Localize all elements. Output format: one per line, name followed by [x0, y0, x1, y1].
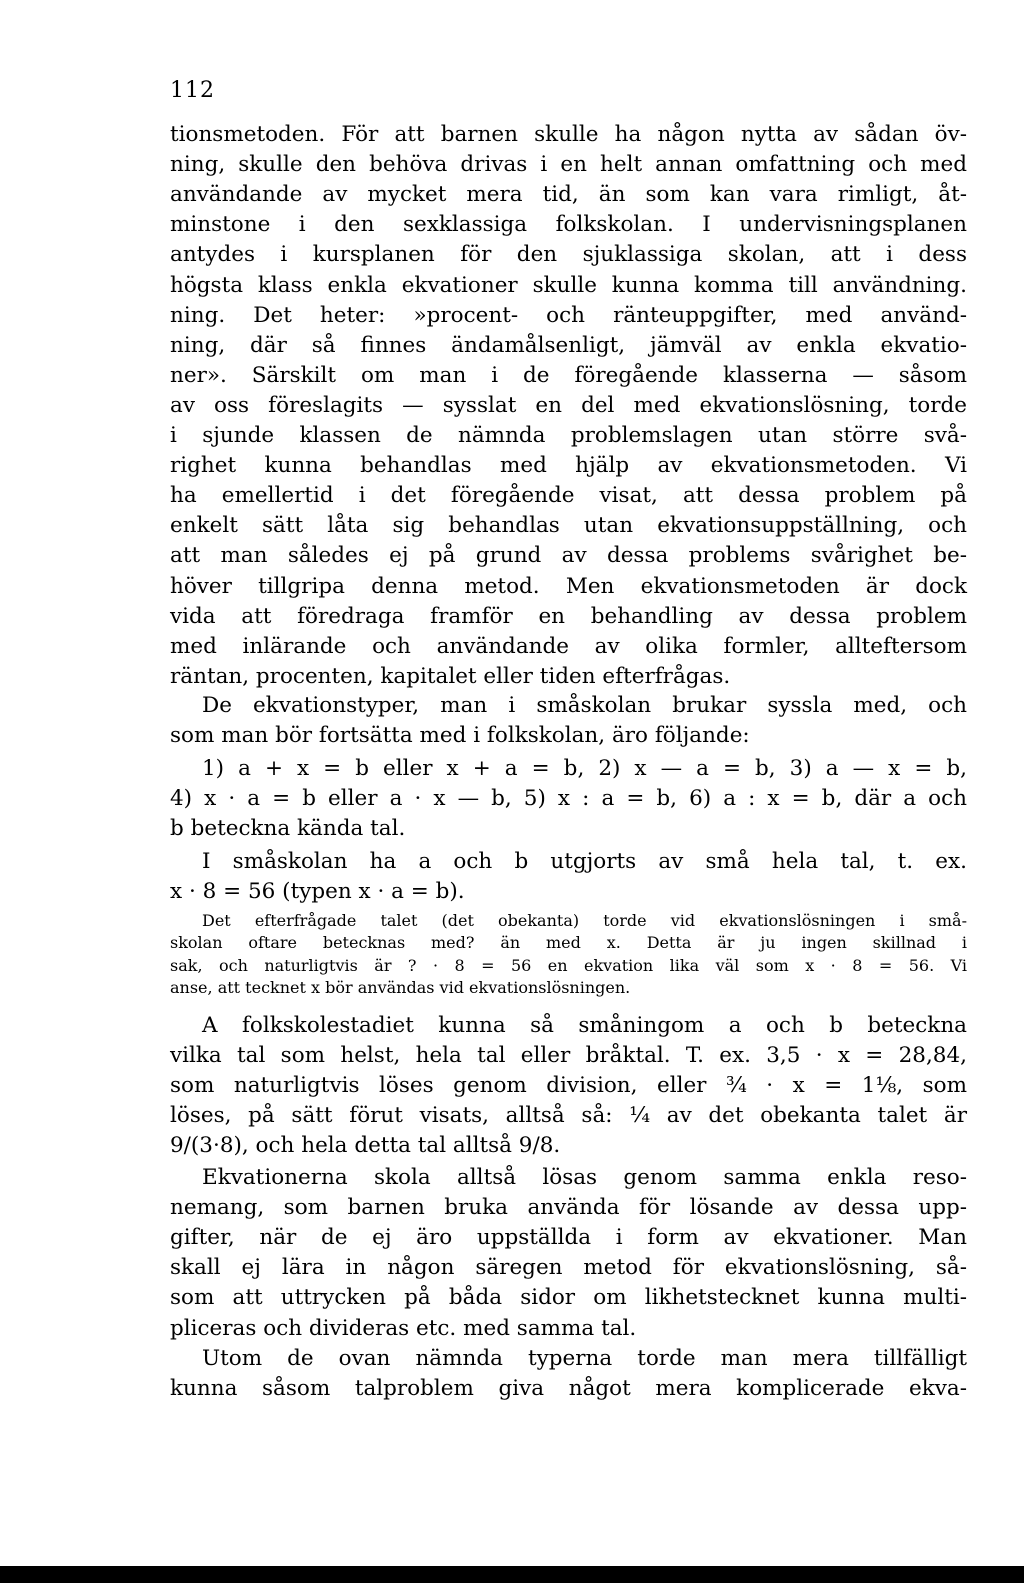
- text-line: i sjunde klassen de nämnda problemslagen utan större svå-: [170, 423, 967, 448]
- footnote-line: sak, och naturligtvis är ? · 8 = 56 en ekvation lika väl som x · 8 = 56. Vi: [170, 955, 967, 975]
- text-line: skall ej lära in någon säregen metod för ekvationslösning, så-: [170, 1255, 967, 1281]
- text-line: antydes i kursplanen för den sjuklassiga skolan, att i dess: [170, 242, 967, 268]
- text-line: x · 8 = 56 (typen x · a = b).: [170, 879, 465, 905]
- text-line: 4) x · a = b eller a · x — b, 5) x : a = b, 6) a : x = b, där a och: [170, 786, 967, 812]
- text-line: nemang, som barnen bruka använda för lösande av dessa upp-: [170, 1195, 967, 1221]
- text-line: ning, skulle den behöva drivas i en helt annan omfattning och med: [170, 152, 967, 178]
- text-line: som man bör fortsätta med i folkskolan, äro följande:: [170, 723, 750, 749]
- text-line: righet kunna behandlas med hjälp av ekvationsmetoden. Vi: [170, 453, 967, 479]
- text-line: Utom de ovan nämnda typerna torde man mera tillfälligt: [202, 1346, 967, 1371]
- text-line: ner». Särskilt om man i de föregående klasserna — såsom: [170, 362, 967, 388]
- footnote-line: skolan oftare betecknas med? än med x. Detta är ju ingen skillnad i: [170, 933, 967, 953]
- text-line: De ekvationstyper, man i småskolan brukar syssla med, och: [202, 693, 967, 718]
- text-line: ning. Det heter: »procent- och ränteuppgifter, med använd-: [170, 302, 967, 328]
- text-line: A folkskolestadiet kunna så småningom a och b beteckna: [202, 1013, 967, 1038]
- text-line: b beteckna kända tal.: [170, 816, 406, 842]
- text-line: högsta klass enkla ekvationer skulle kunna komma till användning.: [170, 272, 967, 298]
- text-line: ning, där så finnes ändamålsenligt, jämväl av enkla ekvatio-: [170, 332, 967, 358]
- text-line: minstone i den sexklassiga folkskolan. I undervisningsplanen: [170, 212, 967, 238]
- text-line: 1) a + x = b eller x + a = b, 2) x — a = b, 3) a — x = b,: [202, 756, 967, 781]
- text-line: gifter, när de ej äro uppställda i form av ekvationer. Man: [170, 1225, 967, 1251]
- text-line: höver tillgripa denna metod. Men ekvationsmetoden är dock: [170, 573, 967, 599]
- text-line: av oss föreslagits — sysslat en del med ekvationslösning, torde: [170, 392, 967, 418]
- text-line: räntan, procenten, kapitalet eller tiden efterfrågas.: [170, 663, 731, 689]
- text-line: tionsmetoden. För att barnen skulle ha någon nytta av sådan öv-: [170, 122, 967, 147]
- text-line: vida att föredraga framför en behandling av dessa problem: [170, 603, 967, 629]
- text-line: löses, på sätt förut visats, alltså så: ¼ av det obekanta talet är: [170, 1103, 967, 1129]
- text-line: användande av mycket mera tid, än som kan vara rimligt, åt-: [170, 182, 967, 208]
- footnote-line: anse, att tecknet x bör användas vid ekvationslösningen.: [170, 978, 631, 998]
- text-line: ha emellertid i det föregående visat, att dessa problem på: [170, 483, 967, 509]
- text-line: som naturligtvis löses genom division, eller ¾ · x = 1⅛, som: [170, 1073, 967, 1099]
- text-line: I småskolan ha a och b utgjorts av små hela tal, t. ex.: [202, 849, 967, 874]
- text-line: vilka tal som helst, hela tal eller bråktal. T. ex. 3,5 · x = 28,84,: [170, 1043, 967, 1069]
- text-line: att man således ej på grund av dessa problems svårighet be-: [170, 543, 967, 569]
- text-line: Ekvationerna skola alltså lösas genom samma enkla reso-: [202, 1165, 967, 1190]
- text-line: kunna såsom talproblem giva något mera komplicerade ekva-: [170, 1376, 967, 1402]
- page-number: 112: [170, 78, 215, 103]
- scan-border-bottom: [0, 1566, 1024, 1583]
- text-line: med inlärande och användande av olika formler, allteftersom: [170, 633, 967, 659]
- text-line: 9/(3·8), och hela detta tal alltså 9/8.: [170, 1133, 561, 1159]
- footnote-line: Det efterfrågade talet (det obekanta) torde vid ekvationslösningen i små-: [202, 911, 967, 930]
- text-line: enkelt sätt låta sig behandlas utan ekvationsuppställning, och: [170, 513, 967, 539]
- text-line: som att uttrycken på båda sidor om likhetstecknet kunna multi-: [170, 1285, 967, 1311]
- text-line: pliceras och divideras etc. med samma tal.: [170, 1315, 637, 1341]
